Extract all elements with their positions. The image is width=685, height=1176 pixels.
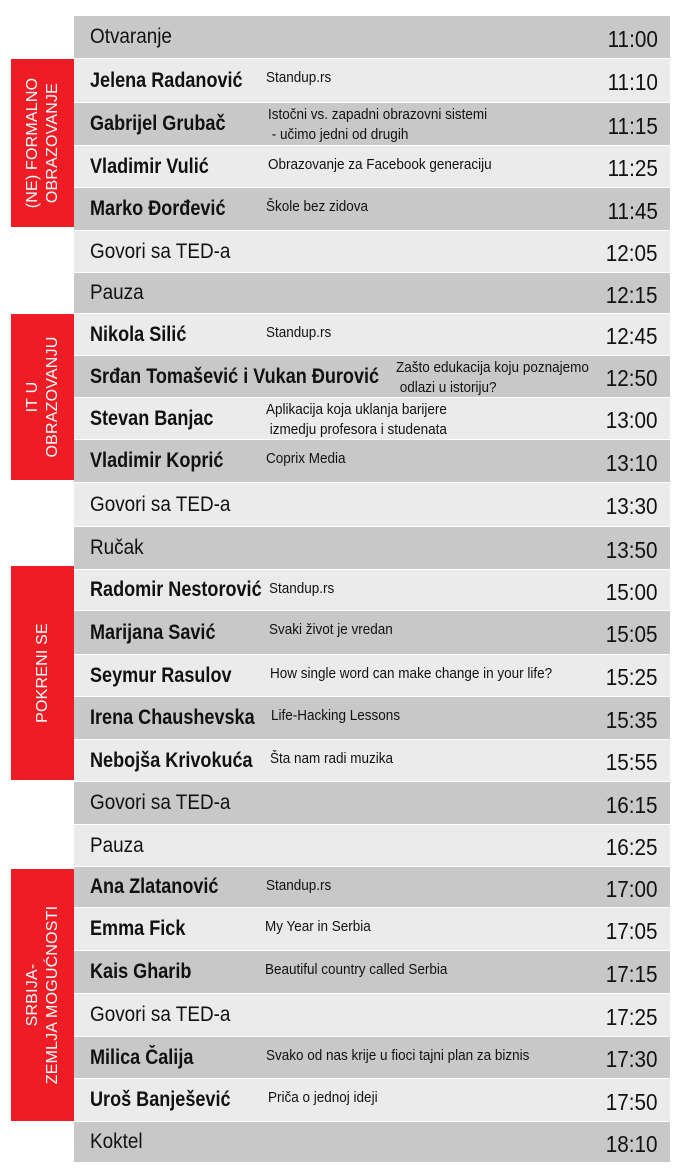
speaker-name: Srđan Tomašević i Vukan Đurović (90, 365, 380, 388)
speaker-name: Vladimir Koprić (90, 449, 224, 472)
talk-title: Šta nam radi muzika (270, 750, 394, 767)
schedule-row (74, 59, 670, 102)
speaker-name: Marijana Savić (90, 621, 216, 644)
schedule-row (74, 994, 670, 1036)
speaker-name: Jelena Radanović (90, 69, 243, 92)
schedule-row (74, 527, 670, 569)
schedule-row (74, 867, 670, 907)
talk-title: Standup.rs (266, 69, 332, 86)
speaker-name: Kais Gharib (90, 960, 192, 983)
talk-title: Standup.rs (266, 877, 332, 894)
session-title: Ručak (90, 536, 144, 559)
session-time: 15:35 (606, 707, 658, 733)
talk-title: Aplikacija koja uklanja barijere izmedju profesora i studenata (266, 401, 447, 438)
session-title: Govori sa TED-a (90, 493, 231, 516)
section-tab (11, 314, 74, 480)
schedule-row (74, 611, 670, 654)
speaker-name: Stevan Banjac (90, 407, 214, 430)
speaker-name: Vladimir Vulić (90, 155, 209, 178)
talk-title: Standup.rs (266, 324, 332, 341)
schedule-row (74, 146, 670, 187)
session-time: 15:55 (606, 749, 658, 775)
section-tab (11, 869, 74, 1121)
talk-title: Svako od nas krije u fioci tajni plan za biznis (266, 1047, 530, 1064)
session-title: Govori sa TED-a (90, 791, 231, 814)
schedule-row (74, 16, 670, 58)
talk-title: Svaki život je vredan (269, 621, 393, 638)
session-title: Pauza (90, 834, 144, 857)
speaker-name: Milica Čalija (90, 1046, 194, 1069)
talk-title: Istočni vs. zapadni obrazovni sistemi - učimo jedni od drugih (268, 106, 488, 143)
session-time: 11:15 (607, 113, 658, 139)
session-time: 15:25 (606, 664, 658, 690)
session-time: 17:50 (606, 1089, 658, 1115)
session-time: 11:25 (607, 155, 658, 181)
schedule-row (74, 782, 670, 824)
session-time: 16:25 (606, 834, 658, 860)
speaker-name: Uroš Banješević (90, 1088, 231, 1111)
speaker-name: Radomir Nestorović (90, 578, 262, 601)
session-time: 17:05 (606, 918, 658, 944)
session-time: 17:25 (606, 1004, 658, 1030)
talk-title: Life-Hacking Lessons (271, 707, 401, 724)
speaker-name: Marko Đorđević (90, 197, 226, 220)
schedule-row (74, 483, 670, 526)
session-title: Koktel (90, 1130, 143, 1153)
session-time: 16:15 (606, 792, 658, 818)
schedule-row (74, 103, 670, 145)
session-time: 11:00 (607, 26, 658, 52)
speaker-name: Ana Zlatanović (90, 875, 219, 898)
talk-title: Obrazovanje za Facebook generaciju (268, 156, 492, 173)
schedule-row (74, 231, 670, 272)
schedule-row (74, 655, 670, 696)
talk-title: Priča o jednoj ideji (268, 1089, 378, 1106)
schedule-row (74, 908, 670, 950)
section-label: IT U OBRAZOVANJU (23, 336, 61, 458)
talk-title: Zašto edukacija koju poznajemo odlazi u istoriju? (396, 359, 589, 396)
speaker-name: Nebojša Krivokuća (90, 749, 253, 772)
talk-title: Beautiful country called Serbia (265, 961, 448, 978)
talk-title: Standup.rs (269, 580, 335, 597)
speaker-name: Emma Fick (90, 917, 186, 940)
schedule-row (74, 825, 670, 866)
section-label: POKRENI SE (33, 623, 51, 723)
session-title: Otvaranje (90, 25, 172, 48)
session-time: 11:45 (607, 198, 658, 224)
section-label: SRBIJA- ZEMLJA MOGUĆNOSTI (23, 905, 61, 1085)
schedule-row (74, 951, 670, 993)
schedule-row (74, 697, 670, 739)
session-time: 13:30 (606, 493, 658, 519)
session-time: 18:10 (606, 1131, 658, 1157)
session-title: Govori sa TED-a (90, 240, 231, 263)
schedule-row (74, 1037, 670, 1078)
schedule-row (74, 440, 670, 482)
session-time: 13:00 (606, 407, 658, 433)
speaker-name: Nikola Silić (90, 323, 187, 346)
session-time: 17:00 (606, 876, 658, 902)
speaker-name: Gabrijel Grubač (90, 112, 226, 135)
session-time: 15:00 (606, 579, 658, 605)
speaker-name: Irena Chaushevska (90, 706, 255, 729)
schedule-row (74, 356, 670, 397)
schedule-row (74, 570, 670, 610)
schedule-row (74, 188, 670, 230)
schedule-row (74, 1079, 670, 1121)
section-tab (11, 566, 74, 780)
schedule-row (74, 1122, 670, 1162)
session-time: 11:10 (607, 69, 658, 95)
session-time: 15:05 (606, 621, 658, 647)
talk-title: How single word can make change in your life? (270, 665, 553, 682)
session-time: 12:05 (606, 240, 658, 266)
session-time: 12:50 (606, 365, 658, 391)
schedule-row (74, 398, 670, 439)
session-time: 12:45 (606, 323, 658, 349)
talk-title: Škole bez zidova (266, 198, 369, 215)
schedule-row (74, 740, 670, 781)
session-time: 12:15 (606, 282, 658, 308)
section-tab (11, 59, 74, 227)
speaker-name: Seymur Rasulov (90, 664, 232, 687)
session-time: 17:30 (606, 1046, 658, 1072)
schedule-row (74, 314, 670, 355)
section-label: (NE) FORMALNO OBRAZOVANJE (23, 77, 61, 209)
session-time: 13:10 (606, 450, 658, 476)
session-title: Govori sa TED-a (90, 1003, 231, 1026)
talk-title: My Year in Serbia (265, 918, 371, 935)
session-time: 17:15 (606, 961, 658, 987)
session-title: Pauza (90, 281, 144, 304)
session-time: 13:50 (606, 537, 658, 563)
schedule-row (74, 273, 670, 313)
talk-title: Coprix Media (266, 450, 346, 467)
